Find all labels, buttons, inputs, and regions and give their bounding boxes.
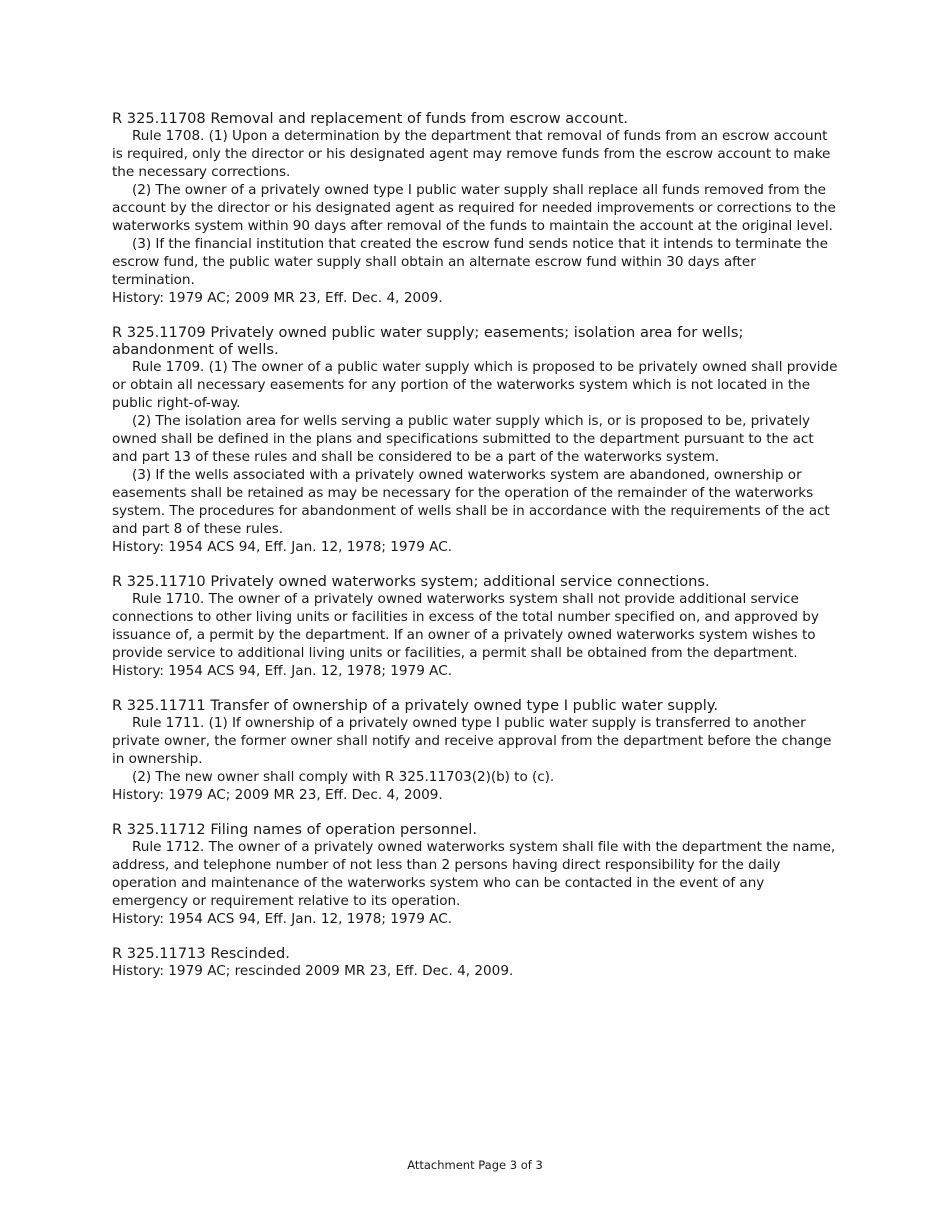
rule-heading: R 325.11708 Removal and replacement of funds from escrow account. bbox=[112, 110, 629, 127]
rule-paragraph: (3) If the financial institution that created the escrow fund sends notice that it intends to terminate the escrow fund, the public water supply shall obtain an alternate escrow fund within 30 days after termination. bbox=[112, 236, 828, 288]
rule-section-11713 bbox=[112, 945, 840, 980]
rule-paragraph: Rule 1708. (1) Upon a determination by the department that removal of funds from an escrow account is required, only the director or his designated agent may remove funds from the escrow account to make the necessary corrections. bbox=[112, 128, 831, 180]
rule-heading: R 325.11713 Rescinded. bbox=[112, 945, 290, 962]
rule-paragraph: (2) The owner of a privately owned type I public water supply shall replace all funds removed from the account by the director or his designated agent as required for needed improvements or corrections to the waterworks system within 90 days after removal of the funds to maintain the account at the original level. bbox=[112, 182, 836, 234]
rule-paragraph: Rule 1712. The owner of a privately owned waterworks system shall file with the department the name, address, and telephone number of not less than 2 persons having direct responsibility for the daily operation and maintenance of the waterworks system who can be contacted in the event of any emergency or requirement relative to its operation. bbox=[112, 839, 836, 909]
rule-paragraph: (3) If the wells associated with a privately owned waterworks system are abandoned, ownership or easements shall be retained as may be necessary for the operation of the remainder of the waterworks system. The procedures for abandonment of wells shall be in accordance with the requirements of the act and part 8 of these rules. bbox=[112, 467, 830, 537]
rule-paragraph: Rule 1710. The owner of a privately owned waterworks system shall not provide additional service connections to other living units or facilities in excess of the total number specified on, and approved by issuance of, a permit by the department. If an owner of a privately owned waterworks system wishes to provide service to additional living units or facilities, a permit shall be obtained from the department. bbox=[112, 591, 819, 661]
rule-heading: R 325.11712 Filing names of operation personnel. bbox=[112, 821, 477, 838]
rule-section-11708 bbox=[112, 110, 840, 307]
rule-history: History: 1954 ACS 94, Eff. Jan. 12, 1978; 1979 AC. bbox=[112, 911, 453, 927]
rule-paragraph: Rule 1709. (1) The owner of a public water supply which is proposed to be privately owned shall provide or obtain all necessary easements for any portion of the waterworks system which is not located in the public right-of-way. bbox=[112, 359, 838, 411]
rule-section-11709 bbox=[112, 324, 840, 556]
rule-section-11710 bbox=[112, 573, 840, 680]
rule-history: History: 1979 AC; 2009 MR 23, Eff. Dec. 4, 2009. bbox=[112, 290, 443, 306]
document-page bbox=[112, 110, 840, 997]
rule-history: History: 1979 AC; 2009 MR 23, Eff. Dec. 4, 2009. bbox=[112, 787, 443, 803]
rule-history: History: 1954 ACS 94, Eff. Jan. 12, 1978; 1979 AC. bbox=[112, 663, 453, 679]
rule-paragraph: Rule 1711. (1) If ownership of a privately owned type I public water supply is transferred to another private owner, the former owner shall notify and receive approval from the department before the change in ownership. bbox=[112, 715, 832, 767]
rule-heading: R 325.11709 Privately owned public water supply; easements; isolation area for wells; abandonment of wells. bbox=[112, 324, 744, 358]
rule-heading: R 325.11710 Privately owned waterworks system; additional service connections. bbox=[112, 573, 710, 590]
rule-paragraph: (2) The new owner shall comply with R 325.11703(2)(b) to (c). bbox=[132, 769, 555, 785]
rule-section-11711 bbox=[112, 697, 840, 804]
page-footer: Attachment Page 3 of 3 bbox=[407, 1158, 543, 1172]
rule-heading: R 325.11711 Transfer of ownership of a privately owned type I public water supply. bbox=[112, 697, 719, 714]
rule-history: History: 1979 AC; rescinded 2009 MR 23, Eff. Dec. 4, 2009. bbox=[112, 963, 514, 979]
rule-history: History: 1954 ACS 94, Eff. Jan. 12, 1978; 1979 AC. bbox=[112, 539, 453, 555]
rule-paragraph: (2) The isolation area for wells serving a public water supply which is, or is proposed to be, privately owned shall be defined in the plans and specifications submitted to the department pursuant to the act and part 13 of these rules and shall be considered to be a part of the waterworks system. bbox=[112, 413, 814, 465]
rule-section-11712 bbox=[112, 821, 840, 928]
